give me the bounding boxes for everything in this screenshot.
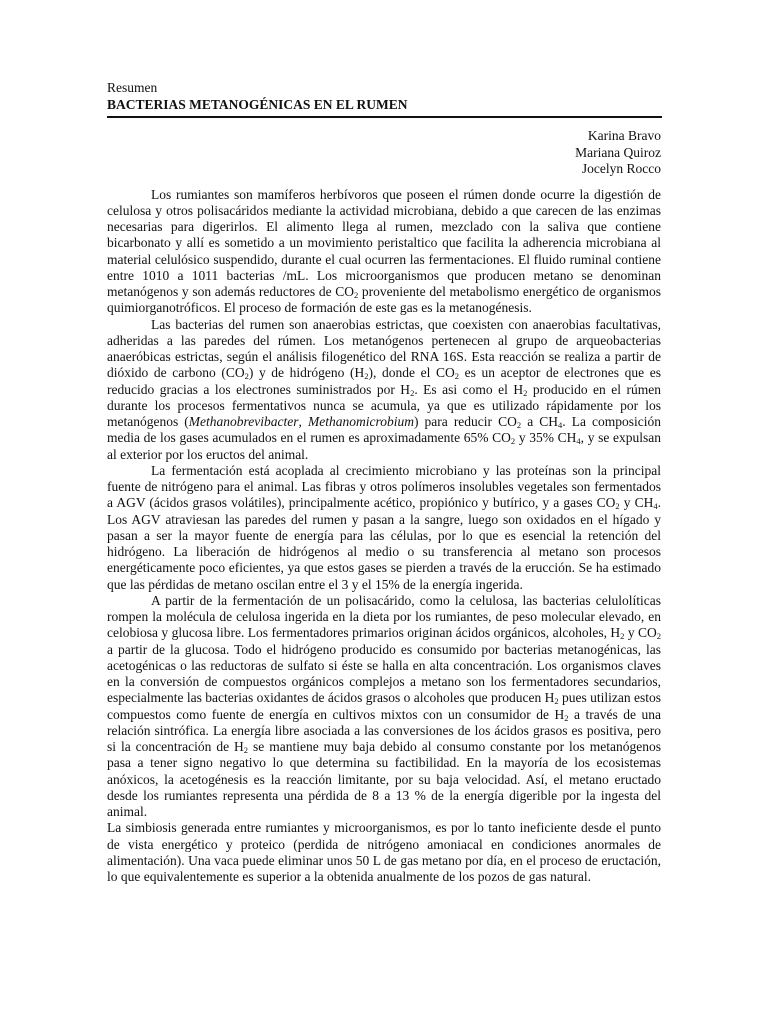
paragraph: A partir de la fermentación de un polisacárido, como la celulosa, las bacterias celulolíticas rompen la molécula de celulosa ingerida en la dieta por los rumiantes, de peso molecular elevado, en celobiosa y glucosa libre. Los fermentadores primarios originan ácidos orgánicos, alcoholes, $H_2$ y $CO_2$ a partir de la glucosa. Todo el hidrógeno producido es consumido por bacterias metanogénicas, las acetogénicas o las reductoras de sulfato si éste se halla en alta concentración. Los organismos claves en la conversión de compuestos orgánicos complejos a metano son los fermentadores secundarios, especialmente las bacterias oxidantes de ácidos grasos o alcoholes que producen $H_2$ pues utilizan estos compuestos como fuente de energía en cultivos mixtos con un consumidor de $H_2$ a través de una relación sintrófica. La energía libre asociada a las conversiones de los ácidos grasos es positiva, pero si la concentración de $H_2$ se mantiene muy baja debido al consumo constante por los metanógenos pasa a tener signo negativo lo que determina su factibilidad. En la mayoría de los ecosistemas anóxicos, la acetogénesis es la reacción limitante, por su baja velocidad. Así, el metano eructado desde los rumiantes representa una pérdida de 8 a 13 % de la energía digerible por la ingesta del animal.: [107, 592, 662, 819]
subscript: 2: [564, 712, 569, 723]
subscript: 4: [576, 436, 581, 447]
subscript: 2: [410, 387, 415, 398]
section-label: Resumen: [107, 80, 158, 95]
subscript: 4: [558, 420, 563, 430]
subscript: 2: [244, 371, 249, 382]
italic-term: Methanomicrobium: [307, 414, 414, 429]
italic-term: Methanobrevibacter: [188, 414, 299, 429]
paragraph: Las bacterias del rumen son anaerobias estrictas, que coexisten con anaerobias facultativas, adheridas a las paredes del rúmen. Los metanógenos pertenecen al grupo de arqueobacterias anaeróbicas estrictas, según el análisis filogenético del RNA 16S. Esta reacción se realiza a partir de dióxido de carbono $(CO_2)$ y de hidrógeno $(H_2)$, donde el $CO_2$ es un aceptor de electrones que es reducido gracias a los electrones suministrados por $H_2$. Es asi como el $H_2$ producido en el rúmen durante los procesos fermentativos nunca se acumula, ya que es utilizado rápidamente por los metanógenos (Methanobrevibacter, Methanomicrobium) para reducir $CO_2$ a $CH_4$. La composición media de los gases acumulados en el rumen es aproximadamente 65% $CO_2$ y 35% $CH_4$, y se expulsan al exterior por los eructos del animal.: [107, 316, 662, 462]
paragraph: La simbiosis generada entre rumiantes y microorganismos, es por lo tanto ineficiente desde el punto de vista energético y proteico (perdida de nitrógeno amoniacal en condiciones anormales de alimentación). Una vaca puede eliminar unos 50 L de gas metano por día, en el proceso de eructación, lo que equivalentemente es superior a la obtenida anualmente de los pozos de gas natural.: [107, 820, 661, 884]
author-name: Mariana Quiroz: [575, 144, 661, 160]
author-name: Jocelyn Rocco: [581, 161, 661, 176]
subscript: 2: [620, 631, 625, 642]
subscript: 2: [615, 501, 620, 512]
subscript: 2: [454, 371, 459, 382]
author-name: Karina Bravo: [587, 128, 661, 143]
subscript: 2: [510, 436, 516, 447]
document-title: BACTERIAS METANOGÉNICAS EN EL RUMEN: [107, 97, 408, 112]
title-rule: [107, 116, 662, 118]
paragraph: La fermentación está acoplada al crecimiento microbiano y las proteínas son la principal fuente de nitrógeno para el animal. Las fibras y otros polímeros insolubles vegetales son fermentados a AGV (ácidos grasos volátiles), principalmente acético, propiónico y butírico, y a gases $CO_2$ y $CH_4$. Los AGV atraviesan las paredes del rumen y pasan a la sangre, luego son oxidados en el hígado y pasan a ser la mayor fuente de energía para las células, por lo que es esencial la retención del hidrógeno. La liberación de hidrógenos al medio o su transferencia al metano son procesos energéticamente poco eficientes, ya que estos gases se pierden a través de la erucción. Se ha estimado que las pérdidas de metano oscilan entre el 3 y el 15% de la energía ingerida.: [107, 462, 661, 592]
subscript: 2: [243, 745, 249, 755]
author-list: [107, 128, 661, 178]
subscript: 2: [364, 371, 369, 382]
subscript: 2: [656, 631, 661, 642]
subscript: 2: [354, 290, 359, 300]
body-text: [107, 187, 661, 886]
subscript: 2: [523, 387, 528, 398]
subscript: 4: [653, 501, 658, 512]
subscript: 2: [554, 696, 559, 707]
subscript: 2: [516, 420, 522, 430]
paragraph: Los rumiantes son mamíferos herbívoros que poseen el rúmen donde ocurre la digestión de celulosa y otros polisacáridos mediante la actividad microbiana, debido a que carecen de las enzimas necesarias para digerirlos. El alimento llega al rumen, mezclado con la saliva que contiene bicarbonato y allí es sometido a un movimiento peristaltico que facilita la adherencia microbiana al material celulósico suspendido, durante el cual ocurren las fermentaciones. El fluido ruminal contiene entre 1010 a 1011 bacterias /mL. Los microorganismos que producen metano se denominan metanógenos y son además reductores de $CO_2$ proveniente del metabolismo energético de organismos quimiorganotróficos. El proceso de formación de este gas es la metanogénesis.: [107, 186, 661, 316]
